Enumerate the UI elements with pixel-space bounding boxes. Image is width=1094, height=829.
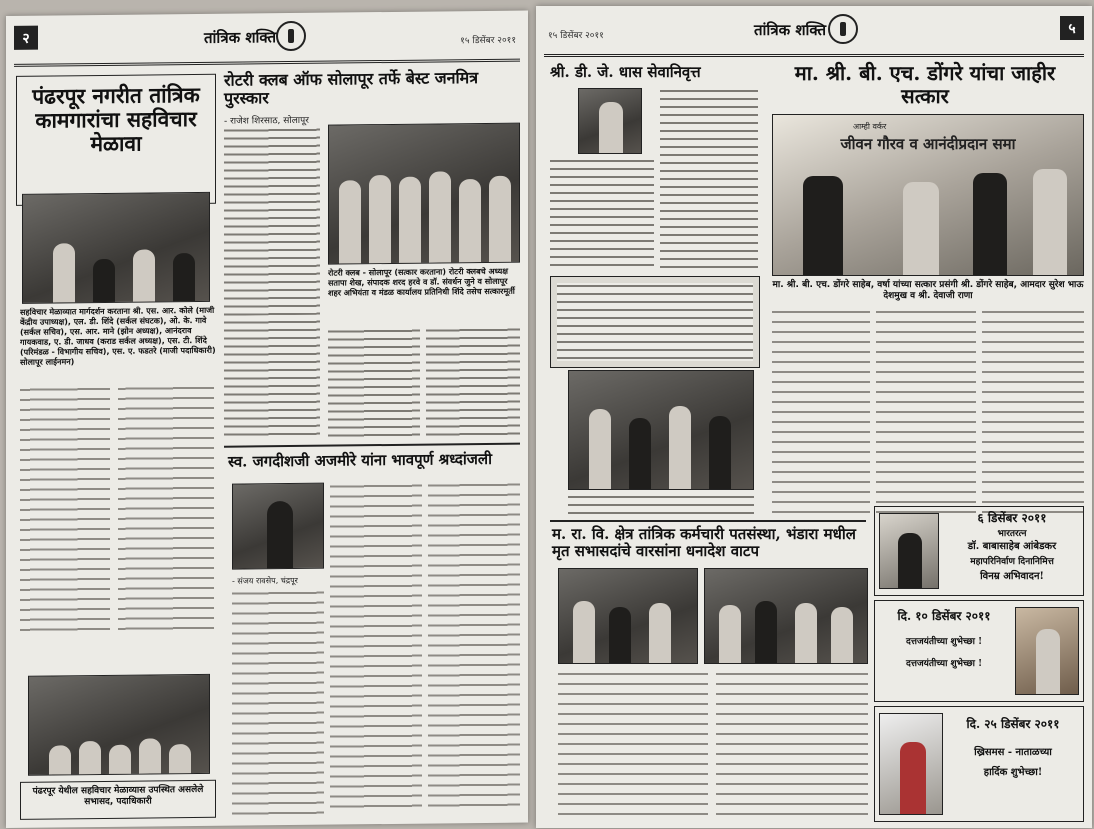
- right-story1-text-col2: [660, 88, 758, 270]
- story1-caption: सहविचार मेळाव्यात मार्गदर्शन करताना श्री. एस. आर. कोले (माजी केंद्रीय उपाध्यक्ष), एल. डी. शिंदे (सर्कल संघटक), ओ. के. गावे (सर्कल सचिव), एस. आर. माने (झोन अध्यक्ष), आनंदराव गायकवाड, ए. डी. जाधव (कराड सर्कल अध्यक्ष), एस. टी. शिंदे (परिमंडळ - विभागीय सचिव), एस. ए. फडतरे (माजी पदाधिकारी) सोलापूर लाईनमन): [20, 305, 216, 367]
- story2-dateline: - राजेश शिरसाठ, सोलापूर: [224, 115, 309, 127]
- notice-christmas-line1: ख्रिसमस - नाताळच्या: [974, 747, 1052, 758]
- story1-crowd-photo: [28, 674, 210, 776]
- story3-rule: [224, 443, 520, 448]
- right-story1-notice-text: [557, 283, 753, 361]
- left-page-number: २: [14, 26, 38, 50]
- notice-ambedkar-line3: महापरिनिर्वाण दिनानिमित्त: [970, 557, 1054, 567]
- right-story3-rule: [550, 520, 866, 522]
- right-story2-text-col1: [772, 308, 870, 518]
- left-brand: तांत्रिक शक्ति: [204, 28, 277, 47]
- brand-logo-icon-right: [828, 14, 858, 44]
- right-story3-text-col1: [558, 670, 708, 820]
- story2-award-photo: [328, 123, 520, 265]
- santa-image: [879, 713, 943, 815]
- story3-text-col2: [330, 482, 422, 815]
- notice-datta-line2: दत्तजयंतीच्या शुभेच्छा !: [905, 659, 983, 669]
- story2-text-col3: [328, 328, 420, 439]
- story1-photo-caption-box: [20, 780, 216, 820]
- right-story1-text-col1: [550, 158, 654, 270]
- story3-headline: स्व. जगदीशजी अजमीरे यांना भावपूर्ण श्रध्दांजली: [228, 449, 492, 471]
- story1-text-col2: [118, 384, 214, 635]
- right-story1-headline: श्री. डी. जे. धास सेवानिवृत्त: [550, 63, 701, 81]
- notice-ambedkar: [874, 506, 1084, 596]
- brand-logo-icon: [276, 21, 306, 51]
- story3-text-col1: [232, 589, 324, 816]
- right-page-number: ५: [1060, 16, 1084, 40]
- right-story1-photo: [568, 370, 754, 490]
- story3-portrait-photo: [232, 483, 324, 570]
- right-brand: तांत्रिक शक्ति: [754, 21, 827, 39]
- story2-caption: रोटरी क्लब - सोलापूर (सत्कार करताना) रोटरी क्लबचे अध्यक्ष सतापा शेख, संपादक शरद हरवे व डॉ. संवर्धन जुने व सोलापूर शहर अभियंता व मंडळ कार्यालय प्रतिनिधी शिंदे तसेच सत्कारमूर्ती: [328, 266, 515, 298]
- right-story3-headline: म. रा. वि. क्षेत्र तांत्रिक कर्मचारी पतसंस्था, भंडारा मधील मृत सभासदांचे वारसांना धनादेश वाटप: [552, 525, 856, 561]
- notice-ambedkar-line1: भारतरत्न: [997, 529, 1027, 539]
- notice-christmas: [874, 706, 1084, 822]
- right-story1-portrait: [578, 88, 642, 154]
- left-masthead: [14, 19, 520, 67]
- story2-text-col1: [224, 127, 320, 316]
- right-story1-photo-caption: [568, 494, 754, 514]
- right-story2-headline: मा. श्री. बी. एच. डोंगरे यांचा जाहीर सत्कार: [794, 61, 1056, 108]
- right-story2-photo: [772, 114, 1084, 276]
- notice-christmas-line2: हार्दिक शुभेच्छा!: [983, 767, 1043, 778]
- story1-headline-box: [16, 74, 216, 206]
- story3-photo-label: - संजय रावसेप, चंद्रपूर: [232, 575, 298, 586]
- notice-datta: [874, 600, 1084, 702]
- notice-ambedkar-title: ६ डिसेंबर २०११: [977, 511, 1047, 525]
- story1-photo-caption: पंढरपूर येथील सहविचार मेळाव्यास उपस्थित असलेले सभासद, पदाधिकारी: [32, 784, 204, 808]
- right-story2-text-col2: [876, 308, 976, 518]
- story3-text-col3: [428, 481, 520, 814]
- right-masthead: [544, 14, 1084, 57]
- right-story2-photo-banner: जीवन गौरव व आनंदीप्रदान समा: [840, 135, 1016, 153]
- left-date: १५ डिसेंबर २०११: [460, 35, 516, 47]
- story1-headline: पंढरपूर नगरीत तांत्रिक कामगारांचा सहविचार मेळावा: [32, 81, 200, 157]
- notice-datta-title: दि. १० डिसेंबर २०११: [897, 609, 991, 623]
- right-story3-photo-left: [558, 568, 698, 664]
- right-story3-photo-right: [704, 568, 868, 664]
- ambedkar-portrait: [879, 513, 939, 589]
- right-story1-notice-box: [550, 276, 760, 368]
- right-story2-photo-tag: आम्ही वर्कर: [853, 122, 887, 131]
- datta-image: [1015, 607, 1079, 695]
- right-story2-caption: मा. श्री. बी. एच. डोंगरे साहेब, वर्षा यांच्या सत्कार प्रसंगी श्री. डोंगरे साहेब, आमदार सुरेश भाऊ देशमुख व श्री. देवाजी राणा: [772, 280, 1084, 302]
- notice-ambedkar-line4: विनम्र अभिवादन!: [980, 571, 1044, 582]
- story2-text-col4: [426, 327, 520, 438]
- story1-photo: [22, 192, 210, 304]
- notice-christmas-title: दि. २५ डिसेंबर २०११: [966, 717, 1060, 731]
- notice-datta-line1: दत्तजयंतीच्या शुभेच्छा !: [905, 637, 983, 647]
- notice-ambedkar-line2: डॉ. बाबासाहेब आंबेडकर: [967, 541, 1057, 552]
- right-page: [536, 6, 1092, 828]
- story1-text-col1: [20, 385, 110, 636]
- right-date: १५ डिसेंबर २०११: [548, 31, 604, 41]
- right-story3-text-col2: [716, 670, 868, 820]
- story2-text-col2: [224, 319, 320, 440]
- story2-headline: रोटरी क्लब ऑफ सोलापूर तर्फे बेस्ट जनमित्र पुरस्कार: [224, 68, 479, 109]
- right-story2-text-col3: [982, 308, 1084, 518]
- left-page: [6, 11, 528, 828]
